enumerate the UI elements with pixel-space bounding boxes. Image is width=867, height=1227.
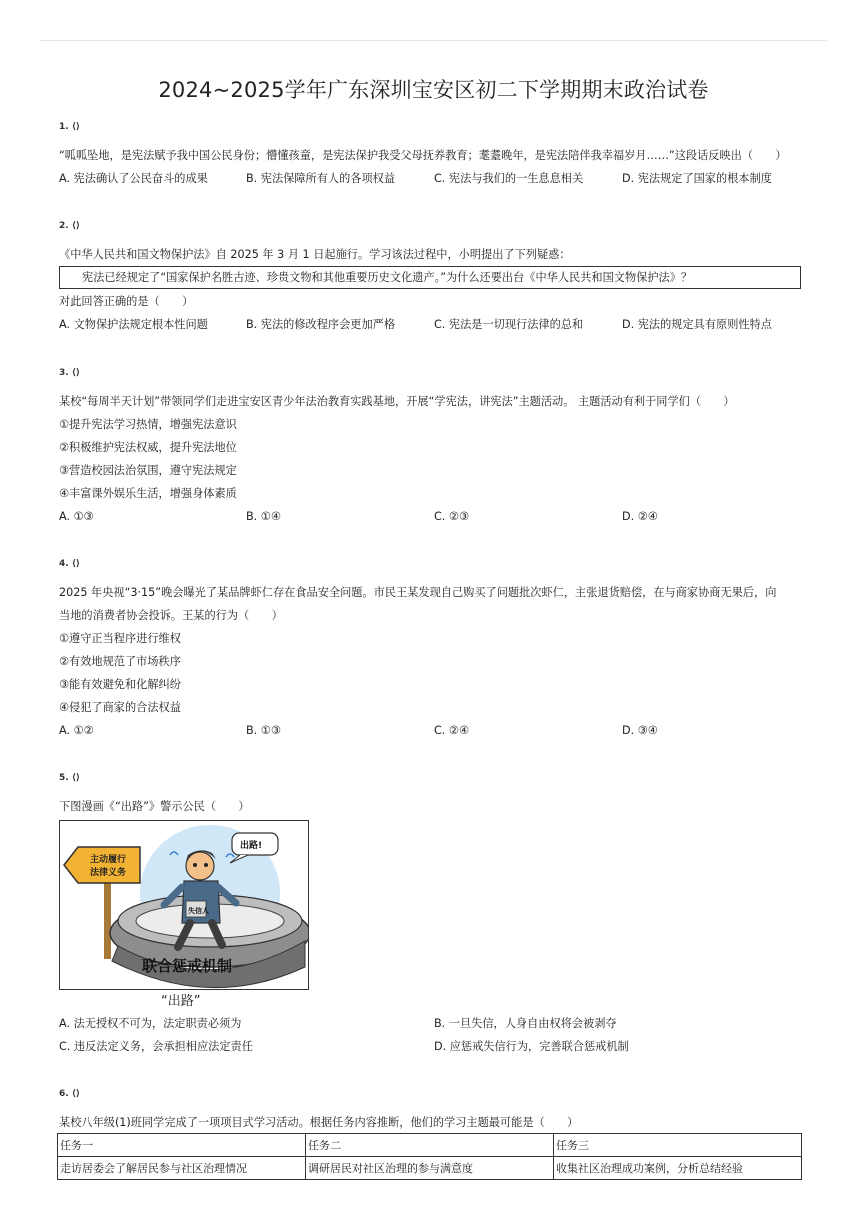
question-1-number: 1. ⟨⟩ [59, 122, 81, 132]
question-6-number: 6. ⟨⟩ [59, 1089, 81, 1099]
q3-statement-4: ④丰富课外娱乐生活，增强身体素质 [59, 487, 237, 500]
q4-option-a[interactable]: A. ①② [59, 724, 94, 737]
wall-label: 联合惩戒机制 [142, 957, 233, 975]
question-2-quote: 宪法已经规定了“国家保护名胜古迹、珍贵文物和其他重要历史文化遗产。”为什么还要出台《中华人民共和国文物保护法》？ [82, 271, 693, 284]
q3-statement-2: ②积极维护宪法权威，提升宪法地位 [59, 441, 237, 454]
question-4-stem-line1: 2025 年央视“3·15”晚会曝光了某品牌虾仁存在食品安全问题。市民王某发现自己购买了问题批次虾仁，主张退货赔偿，在与商家协商无果后，向 [59, 586, 777, 599]
signpost-pole [104, 879, 111, 959]
comic-drawing [60, 821, 309, 990]
q1-option-c[interactable]: C. 宪法与我们的一生息息相关 [434, 172, 584, 185]
q1-option-a[interactable]: A. 宪法确认了公民奋斗的成果 [59, 172, 208, 185]
top-divider [40, 40, 827, 41]
q5-option-c[interactable]: C. 违反法定义务，会承担相应法定责任 [59, 1040, 253, 1053]
q2-option-a[interactable]: A. 文物保护法规定根本性问题 [59, 318, 208, 331]
q5-option-a[interactable]: A. 法无授权不可为，法定职责必须为 [59, 1017, 242, 1030]
task-table [57, 1133, 802, 1180]
page-title: 2024~2025学年广东深圳宝安区初二下学期期末政治试卷 [158, 78, 709, 102]
q4-statement-1: ①遵守正当程序进行维权 [59, 632, 181, 645]
question-4-stem-line2: 当地的消费者协会投诉。王某的行为（ ） [59, 609, 283, 622]
q4-option-b[interactable]: B. ①③ [246, 724, 281, 737]
table-row [58, 1134, 802, 1157]
question-6-stem: 某校八年级(1)班同学完成了一项项目式学习活动。根据任务内容推断，他们的学习主题最可能是（ ） [59, 1116, 579, 1129]
q4-statement-3: ③能有效避免和化解纠纷 [59, 678, 181, 691]
table-cell: 调研居民对社区治理的参与满意度 [306, 1157, 554, 1180]
table-header-cell: 任务三 [554, 1134, 802, 1157]
table-header-cell: 任务一 [58, 1134, 306, 1157]
bubble-text: 出路! [240, 841, 263, 851]
table-header-cell: 任务二 [306, 1134, 554, 1157]
badge-text: 失信人 [188, 907, 209, 915]
question-3-stem: 某校“每周半天计划”带领同学们走进宝安区青少年法治教育实践基地，开展“学宪法，讲宪法”主题活动。 主题活动有利于同学们（ ） [59, 395, 735, 408]
sign-text-line1: 主动履行 [90, 855, 127, 865]
q4-statement-4: ④侵犯了商家的合法权益 [59, 701, 181, 714]
question-2-number: 2. ⟨⟩ [59, 221, 81, 231]
question-1-stem: “呱呱坠地，是宪法赋予我中国公民身份；懵懂孩童，是宪法保护我受父母抚养教育；耄耋晚年，是宪法陪伴我幸福岁月……”这段话反映出（ ） [59, 149, 787, 162]
q5-option-d[interactable]: D. 应惩戒失信行为，完善联合惩戒机制 [434, 1040, 629, 1053]
q3-statement-3: ③营造校园法治氛围，遵守宪法规定 [59, 464, 237, 477]
q1-option-b[interactable]: B. 宪法保障所有人的各项权益 [246, 172, 396, 185]
comic-caption: “出路” [161, 994, 201, 1009]
q3-option-a[interactable]: A. ①③ [59, 510, 94, 523]
question-2-quote-box [59, 266, 801, 289]
q5-option-b[interactable]: B. 一旦失信，人身自由权将会被剥夺 [434, 1017, 617, 1030]
q3-option-c[interactable]: C. ②③ [434, 510, 469, 523]
table-row [58, 1157, 802, 1180]
q2-option-b[interactable]: B. 宪法的修改程序会更加严格 [246, 318, 396, 331]
q1-option-d[interactable]: D. 宪法规定了国家的根本制度 [622, 172, 772, 185]
question-5-number: 5. ⟨⟩ [59, 773, 81, 783]
question-5-stem: 下图漫画《“出路”》警示公民（ ） [59, 800, 250, 813]
sign-text-line2: 法律义务 [90, 868, 127, 878]
q3-option-d[interactable]: D. ②④ [622, 510, 658, 523]
q2-option-d[interactable]: D. 宪法的规定具有原则性特点 [622, 318, 772, 331]
q4-option-d[interactable]: D. ③④ [622, 724, 658, 737]
q3-option-b[interactable]: B. ①④ [246, 510, 281, 523]
q3-statement-1: ①提升宪法学习热情，增强宪法意识 [59, 418, 237, 431]
comic-illustration [59, 820, 309, 990]
question-2-prompt: 对此回答正确的是（ ） [59, 295, 194, 308]
q4-statement-2: ②有效地规范了市场秩序 [59, 655, 181, 668]
question-2-stem: 《中华人民共和国文物保护法》自 2025 年 3 月 1 日起施行。学习该法过程中，小明提出了下列疑惑： [59, 248, 571, 261]
q2-option-c[interactable]: C. 宪法是一切现行法律的总和 [434, 318, 584, 331]
table-cell: 收集社区治理成功案例，分析总结经验 [554, 1157, 802, 1180]
table-cell: 走访居委会了解居民参与社区治理情况 [58, 1157, 306, 1180]
q4-option-c[interactable]: C. ②④ [434, 724, 469, 737]
question-3-number: 3. ⟨⟩ [59, 368, 81, 378]
question-4-number: 4. ⟨⟩ [59, 559, 81, 569]
